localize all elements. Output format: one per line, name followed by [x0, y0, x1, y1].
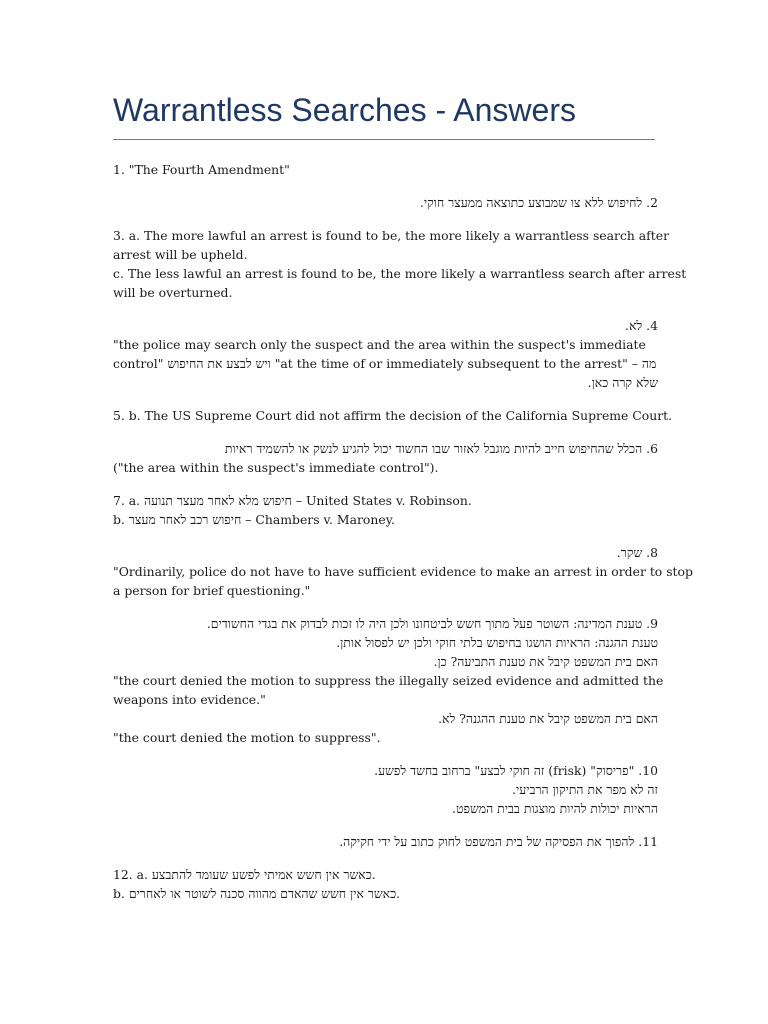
answer-line: 3. a. The more lawful an arrest is found to be, the more likely a warrantless search after	[113, 228, 670, 243]
answer-line: טענת ההגנה: הראיות הושגו בחיפוש בלתי חוקי ולכן יש לפסול אותן.	[336, 635, 658, 650]
answer-line: זה לא מפר את התיקון הרביעי.	[512, 782, 658, 797]
answer-3	[113, 226, 687, 302]
answer-line: 4. לא.	[625, 318, 658, 333]
answer-line: ("the area within the suspect's immediate control").	[113, 460, 439, 475]
answer-line: 6. הכלל שהחיפוש חייב להיות מוגבל לאזור שבו החשוד יכול להגיע לנשק או להשמיד ראיות	[224, 441, 658, 456]
answer-line: 1. "The Fourth Amendment"	[113, 162, 290, 177]
answer-9	[113, 614, 664, 747]
answer-line: 5. b. The US Supreme Court did not affirm the decision of the California Supreme Court.	[113, 408, 673, 423]
answer-line: 8. שקר.	[616, 545, 658, 560]
answer-line: arrest will be upheld.	[113, 247, 248, 262]
answer-line: b. חיפוש רכב לאחר מעצר – Chambers v. Maroney.	[113, 512, 395, 527]
answer-line: "the court denied the motion to suppress the illegally seized evidence and admitted the	[113, 673, 664, 688]
answer-line: b. כאשר אין חשש שהאדם מהווה סכנה לשוטר או לאחרים.	[113, 886, 401, 901]
answer-line: c. The less lawful an arrest is found to be, the more likely a warrantless search after arrest	[113, 266, 687, 281]
answer-line: האם בית המשפט קיבל את טענת ההגנה? לא.	[438, 711, 658, 726]
title-underline	[113, 139, 655, 140]
answer-6	[113, 439, 658, 477]
answer-line: 11. להפוך את הפסיקה של בית המשפט לחוק כתוב על ידי חקיקה.	[339, 834, 658, 849]
answer-line: 9. טענת המדינה: השוטר פעל מתוך חשש לביטחונו ולכן היה לו זכות לבדוק את בגדי החשודים.	[206, 616, 658, 631]
answer-12	[113, 865, 658, 903]
answer-line: weapons into evidence."	[113, 692, 266, 707]
answer-line: האם בית המשפט קיבל את טענת התביעה? כן.	[433, 654, 658, 669]
document-title: Warrantless Searches - Answers	[113, 92, 576, 128]
answer-line: "Ordinarily, police do not have to have sufficient evidence to make an arrest in order to stop	[113, 564, 693, 579]
answer-line: "the court denied the motion to suppress".	[113, 730, 381, 745]
answer-line: 10. "פריסוק" (frisk) זה חוקי לבצע" ברחוב בחשד לפשע.	[374, 763, 658, 778]
answer-8	[113, 543, 693, 600]
answer-line: 2. לחיפוש ללא צו שמבוצע כתוצאה ממעצר חוקי.	[419, 195, 658, 210]
answer-line: will be overturned.	[113, 285, 233, 300]
answer-line: control" ויש לבצע את החיפוש "at the time of or immediately subsequent to the arrest" – מה	[113, 356, 657, 371]
answer-5	[113, 406, 673, 425]
answers-list	[113, 160, 693, 917]
answer-line: הראיות יכולות להיות מוצגות בבית המשפט.	[452, 801, 658, 816]
answer-11	[113, 832, 658, 851]
answer-7	[113, 491, 658, 529]
answer-line: שלא קרה כאן.	[587, 375, 658, 390]
answer-line: a person for brief questioning."	[113, 583, 311, 598]
answer-4	[113, 316, 658, 392]
answer-line: 7. a. חיפוש מלא לאחר מעצר תנועה – United States v. Robinson.	[113, 493, 472, 508]
answer-1	[113, 160, 658, 179]
answer-line: "the police may search only the suspect and the area within the suspect's immediate	[113, 337, 646, 352]
answer-10	[113, 761, 658, 818]
answer-line: 12. a. כאשר אין חשש אמיתי לפשע שעומד להתבצע.	[113, 867, 376, 882]
answer-2	[113, 193, 658, 212]
